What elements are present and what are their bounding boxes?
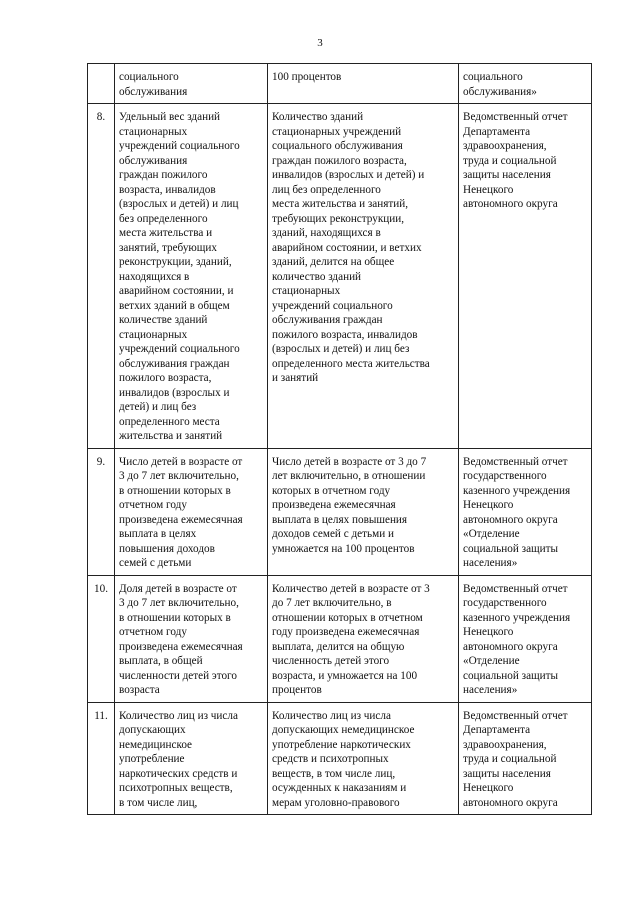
row-number xyxy=(88,64,115,104)
table-row xyxy=(88,575,592,702)
calculation-method: Число детей в возрасте от 3 до 7 лет включительно, в отношении которых в отчетном году произведена ежемесячная выплата в целях повышения доходов семей с детьми и умножается на 100 процентов xyxy=(268,448,459,575)
table-row xyxy=(88,64,592,104)
data-source: Ведомственный отчет Департамента здравоохранения, труда и социальной защиты населения Ненецкого автономного округа xyxy=(459,104,592,449)
calculation-method: Количество детей в возрасте от 3 до 7 лет включительно, в отношении которых в отчетном году произведена ежемесячная выплата, делится на общую численность детей этого возраста, и умножается на 100 процентов xyxy=(268,575,459,702)
data-source: Ведомственный отчет государственного казенного учреждения Ненецкого автономного округа «Отделение социальной защиты населения» xyxy=(459,575,592,702)
indicator-name: Количество лиц из числа допускающих немедицинское употребление наркотических средств и психотропных веществ, в том числе лиц, xyxy=(115,702,268,815)
page-number: 3 xyxy=(317,37,323,49)
data-source: Ведомственный отчет Департамента здравоохранения, труда и социальной защиты населения Ненецкого автономного округа xyxy=(459,702,592,815)
indicator-name: Доля детей в возрасте от 3 до 7 лет включительно, в отношении которых в отчетном году произведена ежемесячная выплата, в общей численности детей этого возраста xyxy=(115,575,268,702)
row-number: 11. xyxy=(88,702,115,815)
calculation-method: Количество зданий стационарных учреждений социального обслуживания граждан пожилого возраста, инвалидов (взрослых и детей) и лиц без определенного места жительства и занятий, требующих реконструкции, зданий, находящихся в аварийном состоянии, и ветхих зданий, делится на общее количество зданий стационарных учреждений социального обслуживания граждан пожилого возраста, инвалидов (взрослых и детей) и лиц без определенного места жительства и занятий xyxy=(268,104,459,449)
indicators-table xyxy=(87,63,592,815)
row-number: 8. xyxy=(88,104,115,449)
table-row xyxy=(88,104,592,449)
calculation-method: 100 процентов xyxy=(268,64,459,104)
table-row xyxy=(88,448,592,575)
indicator-name: Удельный вес зданий стационарных учреждений социального обслуживания граждан пожилого возраста, инвалидов (взрослых и детей) и лиц без определенного места жительства и занятий, требующих реконструкции, зданий, находящихся в аварийном состоянии, и ветхих зданий в общем количестве зданий стационарных учреждений социального обслуживания граждан пожилого возраста, инвалидов (взрослых и детей) и лиц без определенного места жительства и занятий xyxy=(115,104,268,449)
data-source: социального обслуживания» xyxy=(459,64,592,104)
calculation-method: Количество лиц из числа допускающих немедицинское употребление наркотических средств и психотропных веществ, в том числе лиц, осужденных к наказаниям и мерам уголовно-правового xyxy=(268,702,459,815)
data-source: Ведомственный отчет государственного казенного учреждения Ненецкого автономного округа «Отделение социальной защиты населения» xyxy=(459,448,592,575)
table-row xyxy=(88,702,592,815)
row-number: 10. xyxy=(88,575,115,702)
indicator-name: социального обслуживания xyxy=(115,64,268,104)
row-number: 9. xyxy=(88,448,115,575)
indicator-name: Число детей в возрасте от 3 до 7 лет включительно, в отношении которых в отчетном году произведена ежемесячная выплата в целях повышения доходов семей с детьми xyxy=(115,448,268,575)
